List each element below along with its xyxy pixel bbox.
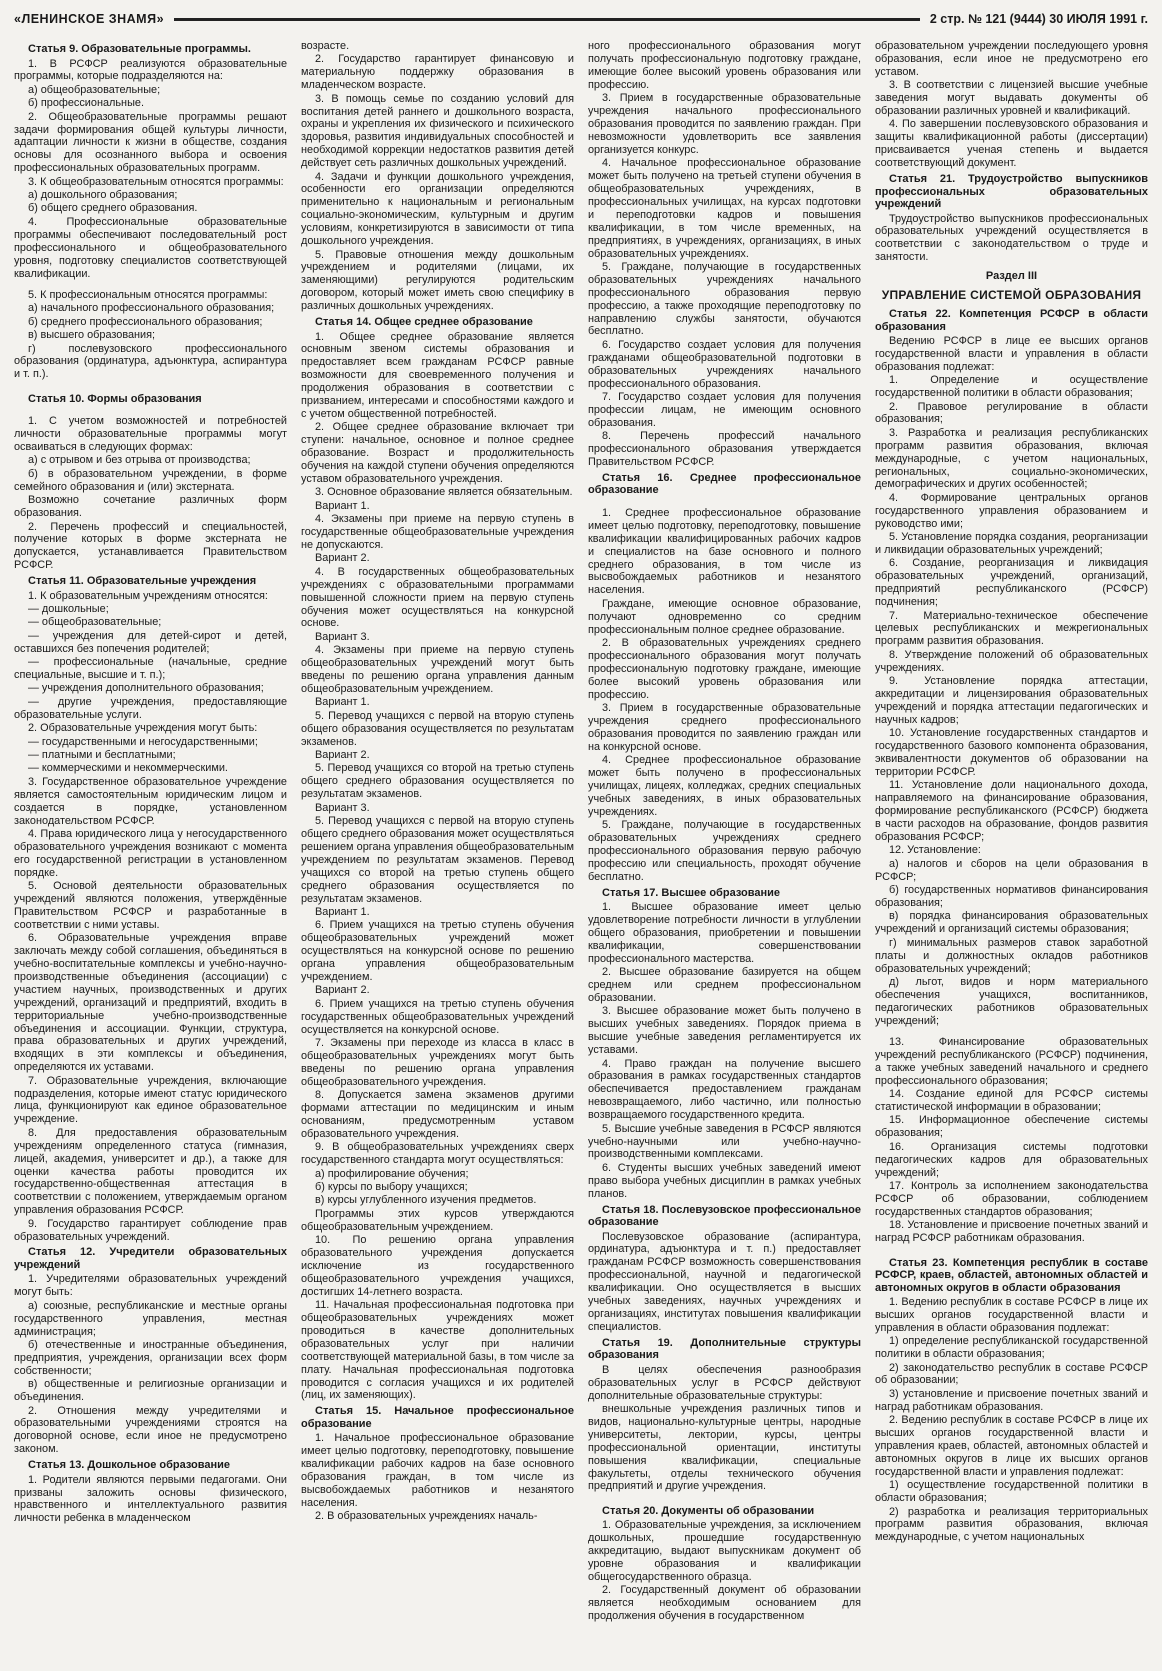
section-label: Раздел III	[985, 270, 1038, 283]
paragraph: 4. Начальное профессиональное образование может быть получено на третьей ступени обучения в общеобразовательных учреждениях, в профессиональных училищах, на курсах подготовки и переподготовки кадров и повышения квалификации, в том числе временных, на предприятиях, в учреждениях, организациях, в иных образовательных учреждениях.	[588, 157, 861, 260]
paragraph: б) профессиональные.	[28, 97, 144, 110]
paragraph: Ведению РСФСР в лице ее высших органов государственной власти и управления в области образования подлежат:	[875, 335, 1148, 373]
paragraph: г) минимальных размеров ставок заработной платы и должностных окладов работников образовательных учреждений;	[875, 936, 1148, 975]
paragraph: возрасте.	[301, 40, 350, 52]
paragraph: внешкольные учреждения различных типов и видов, национально-культурные центры, народные университеты, лектории, курсы, центры профессиональной ориентации, институты повышения квалификации, специальные факультеты, отделы технического обучения предприятий и другие учреждения.	[588, 1403, 861, 1493]
column-4	[875, 40, 1148, 1666]
paragraph: 7. Государство создает условия для получения профессии лицам, не имеющим основного образования.	[588, 390, 861, 429]
paragraph: 3. Прием в государственные образовательные учреждения начального профессионального образования проводится по заявлению граждан. При невозможности удовлетворить все заявления организуется конкурс.	[588, 92, 861, 156]
paragraph: 5. К профессиональным относятся программы:	[28, 288, 268, 301]
paragraph: 16. Организация системы подготовки педагогических кадров для образовательных учреждений;	[875, 1140, 1148, 1179]
paragraph: — общеобразовательные;	[28, 616, 162, 629]
paragraph: в) курсы углубленного изучения предметов.	[315, 1194, 537, 1207]
article-heading-10: Статья 10. Формы образования	[28, 392, 202, 405]
paragraph: 1. Среднее профессиональное образование имеет целью подготовку, переподготовку, повышение квалификации квалифицированных рабочих кадров и специалистов на базе основного и полного среднего образования, в том числе из высвобождаемых работников и незанятого населения.	[588, 506, 861, 597]
paragraph: Программы этих курсов утверждаются общеобразовательным учреждением.	[301, 1207, 574, 1233]
paragraph: 4. По завершении послевузовского образования и защиты квалификационной работы (диссертации) присваивается ученая степень и выдается соответствующий документ.	[875, 118, 1148, 170]
paragraph: 7. Материально-техническое обеспечение целевых республиканских и межрегиональных программ развития образования.	[875, 609, 1148, 648]
paragraph: 2. Государственный документ об образовании является необходимым основанием для продолжения обучения в государственном	[588, 1584, 861, 1623]
paragraph: 10. По решению органа управления образовательного учреждения допускается исключение из государственного общеобразовательного учреждения учащихся, достигших 14-летнего возраста.	[301, 1234, 574, 1298]
paragraph: — учреждения дополнительного образования;	[28, 682, 264, 695]
column-1	[14, 40, 287, 1666]
paragraph: 2. Ведению республик в составе РСФСР в лице их высших органов государственной власти и управления краев, областей, автономных областей и автономных округов в лице их высших органов государственной власти и управления подлежат:	[875, 1414, 1148, 1478]
paragraph: 5. Основой деятельности образовательных учреждений являются положения, утверждённые Правительством РСФСР и разработанные в соответствии с ними уставы.	[14, 880, 287, 931]
paragraph: 4. Среднее профессиональное образование может быть получено в профессиональных училищах, лицеях, колледжах, средних специальных учебных заведениях, в иных образовательных учреждениях.	[588, 754, 861, 818]
paragraph: 9. В общеобразовательных учреждениях сверх государственного стандарта могут осуществляться:	[301, 1141, 574, 1167]
paragraph: 1. В РСФСР реализуются образовательные программы, которые подразделяются на:	[14, 57, 287, 83]
paragraph: б) общего среднего образования.	[28, 202, 198, 215]
column-2	[301, 40, 574, 1666]
paragraph: 5. Граждане, получающие в государственных образовательных учреждениях среднего профессионального образования первую рабочую профессию или специальность, проходят обучение бесплатно.	[588, 819, 861, 883]
paragraph: 12. Установление:	[889, 844, 981, 857]
article-heading-13: Статья 13. Дошкольное образование	[28, 1459, 231, 1472]
article-columns	[14, 40, 1148, 1666]
paragraph: 9. Государство гарантирует соблюдение прав образовательных учреждений.	[14, 1217, 287, 1243]
paragraph: 7. Экзамены при переходе из класса в класс в общеобразовательных учреждениях могут быть введены по решению органа управления общеобразовательного учреждения.	[301, 1036, 574, 1088]
paragraph: 4. Права юридического лица у негосударственного образовательного учреждения возникают с момента его государственной регистрации в установленном порядке.	[14, 827, 287, 879]
paragraph: б) государственных нормативов финансирования образования;	[875, 884, 1148, 909]
paragraph: 17. Контроль за исполнением законодательства РСФСР об образовании, соблюдением государственных стандартов образования;	[875, 1180, 1148, 1218]
paragraph: 1. Высшее образование имеет целью удовлетворение потребности личности в углублении общего образования, приобретении и повышении квалификации, совершенствовании профессионального мастерства.	[588, 901, 861, 965]
paragraph: 5. Правовые отношения между дошкольным учреждением и родителями (лицами, их заменяющими) регулируются родительским договором, который может иметь свою специфику в различных дошкольных учреждениях.	[301, 248, 574, 313]
paragraph: 9. Установление порядка аттестации, аккредитации и лицензирования образовательных учреждений и порядка аттестации педагогических и научных кадров;	[875, 675, 1148, 726]
paragraph: 2) законодательство республик в составе РСФСР об образовании;	[875, 1361, 1148, 1387]
paragraph: Вариант 1.	[315, 499, 370, 512]
paragraph: 1. Образовательные учреждения, за исключением дошкольных, прошедшие государственную аккредитацию, выдают выпускникам документ об уровне образования и квалификации общегосударственного образца.	[588, 1519, 861, 1583]
paragraph: 3) установление и присвоение почетных званий и наград работникам образования.	[875, 1387, 1148, 1413]
paragraph: 8. Для предоставления образовательным учреждениям определенного статуса (гимназия, лицей, академия, университет и др.), а также для оценки качества работы проводится их государственно-общественная аттестация в соответствии с положением, утверждаемым органом управления образования РСФСР.	[14, 1126, 287, 1217]
paragraph: 2. В образовательных учреждениях началь-	[315, 1510, 538, 1523]
paragraph: 1. Общее среднее образование является основным звеном системы образования и предоставляет всем гражданам РСФСР равные возможности для своевременного получения и продолжения образования в соответствии с призванием, интересами и способностями каждого и с учетом общественной потребностей.	[301, 330, 574, 420]
paragraph: Послевузовское образование (аспирантура, ординатура, адъюнктура и т. п.) предоставляет гражданам РСФСР возможность совершенствования профессиональной, научной и педагогической квалификации. Оно осуществляется в высших учебных заведениях, научных учреждениях и организациях, институтах повышения квалификации специалистов.	[588, 1230, 861, 1333]
paragraph: 4. Право граждан на получение высшего образования в рамках государственных стандартов обеспечивается предоставлением гражданам невозвращаемого, либо частично, или полностью возвращаемого государственного кредита.	[588, 1057, 861, 1122]
paragraph: — коммерческими и некоммерческими.	[28, 762, 228, 775]
paragraph: 2. Высшее образование базируется на общем среднем или среднем профессиональном образовании.	[588, 966, 861, 1005]
article-heading-19: Статья 19. Дополнительные структуры образования	[588, 1336, 861, 1362]
paragraph: 4. Экзамены при приеме на первую ступень в государственные общеобразовательные учреждения не допускаются.	[301, 513, 574, 552]
paragraph: в) высшего образования;	[28, 329, 156, 342]
newspaper-name: «ЛЕНИНСКОЕ ЗНАМЯ»	[14, 12, 165, 26]
issue-info: 2 стр. № 121 (9444) 30 ИЮЛЯ 1991 г.	[929, 12, 1148, 26]
paragraph: 18. Установление и присвоение почетных званий и наград РСФСР работникам образования.	[875, 1219, 1148, 1245]
paragraph: 11. Начальная профессиональная подготовка при общеобразовательных учреждениях может проводиться в качестве дополнительных образовательных услуг при наличии соответствующей материальной базы, в том числе за плату. Начальная профессиональная подготовка проводится с согласия учащихся и их родителей (лиц, их заменяющих).	[301, 1299, 574, 1402]
paragraph: 15. Информационное обеспечение системы образования;	[875, 1114, 1148, 1140]
paragraph: 6. Создание, реорганизация и ликвидация образовательных учреждений, организаций, предприятий республиканского (РСФСР) подчинения;	[875, 557, 1148, 609]
article-heading-22: Статья 22. Компетенция РСФСР в области образования	[875, 308, 1148, 333]
paragraph: — другие учреждения, предоставляющие образовательные услуги.	[14, 695, 287, 721]
paragraph: 6. Образовательные учреждения вправе заключать между собой соглашения, объединяться в учебно-воспитательные комплексы и учебно-научно-производственные объединения (ассоциации) с участием научных, производственных и других учреждений, организаций и предприятий, входить в территориальные учебно-производственные объединения и ассоциации. Функции, структура, права образовательных и других учреждений, входящих в эти комплексы и объединения, определяются их уставами.	[14, 932, 287, 1074]
paragraph: а) начального профессионального образования;	[28, 302, 275, 315]
paragraph: — профессиональные (начальные, средние специальные, высшие и т. п.);	[14, 656, 287, 682]
paragraph: Вариант 2.	[315, 984, 370, 997]
paragraph: 1. Ведению республик в составе РСФСР в лице их высших органов государственной власти и управления в области образования подлежат:	[875, 1296, 1148, 1334]
paragraph: 1. С учетом возможностей и потребностей личности образовательные программы могут осваиваться в следующих формах:	[14, 415, 287, 454]
paragraph: 8. Допускается замена экзаменов другими формами аттестации по медицинским и иным основаниям, предусмотренным уставом образовательного учреждения.	[301, 1089, 574, 1140]
paragraph: 3. В помощь семье по созданию условий для воспитания детей раннего и дошкольного возраста, охраны и укрепления их физического и психического здоровья, развития индивидуальных способностей и необходимой коррекции недостатков развития детей действует сеть различных дошкольных учреждений.	[301, 92, 574, 170]
paragraph: 1. Учредителями образовательных учреждений могут быть:	[14, 1273, 287, 1299]
paragraph: 5. Перевод учащихся со второй на третью ступень общего среднего образования осуществляется по результатам экзаменов.	[301, 762, 574, 801]
paragraph: б) курсы по выбору учащихся;	[315, 1180, 468, 1193]
paragraph: 1. Родители являются первыми педагогами. Они призваны заложить основы физического, нравственного и интеллектуального развития личности ребенка в младенческом	[14, 1473, 287, 1525]
section-title: УПРАВЛЕНИЕ СИСТЕМОЙ ОБРАЗОВАНИЯ	[881, 288, 1142, 303]
paragraph: — платными и бесплатными;	[28, 749, 176, 761]
paragraph: 5. Перевод учащихся с первой на вторую ступень общего среднего образования может осуществляться решением органа управления общеобразовательным учреждением по результатам экзаменов. Перевод учащихся со второй на третью ступень общего среднего образования осуществляется по результатам экзаменов.	[301, 815, 574, 905]
article-heading-20: Статья 20. Документы об образовании	[602, 1504, 815, 1517]
paragraph: 2. Общее среднее образование включает три ступени: начальное, основное и полное среднее образование. Возраст и продолжительность обучения на каждой ступени обучения определяются уставом образовательного учреждения.	[301, 421, 574, 485]
column-3	[588, 40, 861, 1666]
paragraph: Вариант 1.	[315, 905, 370, 918]
paragraph: 6. Студенты высших учебных заведений имеют право выбора учебных дисциплин в рамках учебных планов.	[588, 1161, 861, 1200]
paragraph: а) общеобразовательные;	[28, 83, 161, 96]
paragraph: в) общественные и религиозные организации и объединения.	[14, 1378, 287, 1404]
paragraph: 14. Создание единой для РСФСР системы статистической информации в образовании;	[875, 1088, 1148, 1114]
paragraph: 1. Определение и осуществление государственной политики в области образования;	[875, 374, 1148, 400]
article-heading-16: Статья 16. Среднее профессиональное образование	[588, 471, 861, 497]
paragraph: 1. К образовательным учреждениям относятся:	[28, 589, 268, 602]
paragraph: 6. Прием учащихся на третью ступень обучения государственных общеобразовательных учреждений осуществляется на конкурсной основе.	[301, 997, 574, 1036]
paragraph: б) в образовательном учреждении, в форме семейного образования и (или) экстерната.	[14, 467, 287, 493]
article-heading-11: Статья 11. Образовательные учреждения	[28, 575, 257, 588]
paragraph: 3. Государственное образовательное учреждение является самостоятельным юридическим лицом и создается в порядке, установленном законодательством РСФСР.	[14, 775, 287, 827]
paragraph: Вариант 1.	[315, 696, 370, 709]
paragraph: а) дошкольного образования;	[28, 189, 178, 202]
paragraph: 4. Экзамены при приеме на первую ступень общеобразовательных учреждений могут быть введены по решению органа управления данным общеобразовательным учреждением.	[301, 644, 574, 695]
paragraph: а) с отрывом и без отрыва от производства;	[28, 454, 251, 467]
paragraph: 4. Профессиональные образовательные программы обеспечивают последовательный рост профессионального и общеобразовательного уровня, подготовку специалистов соответствующей квалификации.	[14, 215, 287, 280]
paragraph: — дошкольные;	[28, 603, 109, 616]
paragraph: д) льгот, видов и норм материального обеспечения учащихся, воспитанников, педагогических работников образовательных учреждений;	[875, 975, 1148, 1027]
paragraph: 3. Основное образование является обязательным.	[315, 486, 573, 499]
article-heading-15: Статья 15. Начальное профессиональное образование	[301, 1405, 574, 1430]
paragraph: — государственными и негосударственными;	[28, 735, 258, 748]
paragraph: 1) осуществление государственной политики в области образования;	[875, 1479, 1148, 1505]
paragraph: — учреждения для детей-сирот и детей, оставшихся без попечения родителей;	[14, 629, 287, 655]
paragraph: 2. Перечень профессий и специальностей, получение которых в форме экстерната не допускается, устанавливается Правительством РСФСР.	[14, 520, 287, 572]
paragraph: ного профессионального образования могут получать профессиональную подготовку граждане, имеющие более высокий уровень образования или профессию.	[588, 40, 861, 91]
article-heading-17: Статья 17. Высшее образование	[602, 886, 780, 899]
paragraph: 13. Финансирование образовательных учреждений республиканского (РСФСР) подчинения, а также учебных заведений начального и среднего профессионального образования;	[875, 1036, 1148, 1087]
article-heading-9: Статья 9. Образовательные программы.	[28, 43, 251, 55]
paragraph: 8. Перечень профессий начального профессионального образования утверждается Правительством РСФСР.	[588, 430, 861, 468]
paragraph: 2) разработка и реализация территориальных программ развития образования, включая международные, с учетом национальных	[875, 1505, 1148, 1544]
article-heading-23: Статья 23. Компетенция республик в составе РСФСР, краев, областей, автономных областей и автономных округов в области образования	[875, 1256, 1148, 1294]
paragraph: а) налогов и сборов на цели образования в РСФСР;	[875, 857, 1148, 883]
paragraph: 3. Разработка и реализация республиканских программ развития образования, включая международные, с учетом национальных, региональных, социально-экономических, демографических и других особенностей;	[875, 426, 1148, 491]
paragraph: 5. Установление порядка создания, реорганизации и ликвидации образовательных учреждений;	[875, 531, 1148, 556]
paragraph: 3. К общеобразовательным относятся программы:	[28, 175, 284, 188]
paragraph: 2. Отношения между учредителями и образовательными учреждениями строятся на договорной основе, если иное не предусмотрено законом.	[14, 1404, 287, 1456]
article-heading-12: Статья 12. Учредители образовательных учреждений	[14, 1246, 287, 1271]
paragraph: Трудоустройство выпускников профессиональных образовательных учреждений осуществляется в соответствии с законодательством о труде и занятости.	[875, 212, 1148, 264]
masthead	[14, 10, 1148, 28]
paragraph: 8. Утверждение положений об образовательных учреждениях.	[875, 648, 1148, 674]
article-heading-18: Статья 18. Послевузовское профессиональное образование	[588, 1203, 861, 1229]
paragraph: 3. В соответствии с лицензией высшие учебные заведения могут выдавать документы об образовании различных уровней и квалификаций.	[875, 79, 1148, 118]
paragraph: Граждане, имеющие основное образование, получают одновременно со средним профессиональным полное среднее образование.	[588, 597, 861, 636]
paragraph: 1. Начальное профессиональное образование имеет целью подготовку, переподготовку, повышение квалификации рабочих кадров на базе основного образования граждан, в том числе из высвобождаемых работников и незанятого населения.	[301, 1432, 574, 1509]
paragraph: 1) определение республиканской государственной политики в области образования;	[875, 1335, 1148, 1361]
article-heading-21: Статья 21. Трудоустройство выпускников профессиональных образовательных учреждений	[875, 173, 1148, 211]
paragraph: 2. В образовательных учреждениях среднего профессионального образования могут получать профессиональную подготовку граждане, имеющие более высокий уровень образования или профессию.	[588, 636, 861, 701]
paragraph: Вариант 3.	[315, 801, 370, 814]
paragraph: а) профилирование обучения;	[315, 1167, 469, 1180]
paragraph: 4. Формирование центральных органов государственного управления образованием и руководство ими;	[875, 491, 1148, 530]
paragraph: 3. Прием в государственные образовательные учреждения среднего профессионального образования проводится по заявлению граждан или на конкурсной основе.	[588, 702, 861, 753]
paragraph: 4. В государственных общеобразовательных учреждениях с образовательными программами повышенной сложности прием на первую ступень обучения может осуществляться на конкурсной основе.	[301, 565, 574, 630]
paragraph: 5. Высшие учебные заведения в РСФСР являются учебно-научными или учебно-научно-производственными комплексами.	[588, 1122, 861, 1161]
article-heading-14: Статья 14. Общее среднее образование	[315, 316, 533, 329]
paragraph: г) послевузовского профессионального образования (ординатура, адъюнктура, аспирантура и т. п.).	[14, 342, 287, 381]
paragraph: б) среднего профессионального образования;	[28, 315, 263, 328]
paragraph: Вариант 3.	[315, 630, 370, 643]
paragraph: 5. Перевод учащихся с первой на вторую ступень общего образования осуществляется по результатам экзаменов.	[301, 709, 574, 748]
paragraph: 7. Образовательные учреждения, включающие подразделения, которые имеют статус юридического лица, функционируют как единое образовательное учреждение.	[14, 1074, 287, 1126]
masthead-rule	[174, 18, 920, 21]
paragraph: в) порядка финансирования образовательных учреждений и организаций системы образования;	[875, 910, 1148, 936]
paragraph: 2. Государство гарантирует финансовую и материальную поддержку образования в младенческом возрасте.	[301, 53, 574, 92]
paragraph: образовательном учреждении последующего уровня образования, если иное не предусмотрено его уставом.	[875, 40, 1148, 78]
paragraph: 2. Правовое регулирование в области образования;	[875, 400, 1148, 426]
paragraph: Вариант 2.	[315, 749, 370, 762]
paragraph: а) союзные, республиканские и местные органы государственного управления, местная администрация;	[14, 1299, 287, 1338]
paragraph: 4. Задачи и функции дошкольного учреждения, особенности его организации определяются применительно к национальным и региональным социально-экономическим, культурным и другим условиям, конкретизируются в зависимости от типа дошкольного учреждения.	[301, 170, 574, 248]
paragraph: 6. Государство создает условия для получения гражданами общеобразовательной подготовки в образовательных учреждениях начального профессионального образования.	[588, 338, 861, 390]
paragraph: 6. Прием учащихся на третью ступень обучения общеобразовательных учреждений может осуществляться на конкурсной основе по решению органа управления общеобразовательным учреждением.	[301, 919, 574, 983]
paragraph: 3. Высшее образование может быть получено в высших учебных заведениях. Порядок приема в высшие учебные заведения регламентируется их уставами.	[588, 1005, 861, 1057]
paragraph: В целях обеспечения разнообразия образовательных услуг в РСФСР действуют дополнительные образовательные структуры:	[588, 1363, 861, 1402]
paragraph: 2. Образовательные учреждения могут быть:	[28, 722, 258, 735]
paragraph: 11. Установление доли национального дохода, направляемого на финансирование образования, формирование республиканского (РСФСР) бюджета в части расходов на образование, фондов развития образования РСФСР;	[875, 779, 1148, 843]
paragraph: Вариант 2.	[315, 552, 370, 565]
paragraph: б) отечественные и иностранные объединения, предприятия, учреждения, организации всех форм собственности;	[14, 1338, 287, 1377]
paragraph: 10. Установление государственных стандартов и государственного базового компонента образования, эквивалентности документов об образовании на территории РСФСР.	[875, 727, 1148, 778]
paragraph: 2. Общеобразовательные программы решают задачи формирования общей культуры личности, адаптации личности к жизни в обществе, создания основы для осознанного выбора и освоения профессиональных образовательных программ.	[14, 110, 287, 175]
paragraph: Возможно сочетание различных форм образования.	[14, 494, 287, 520]
paragraph: 5. Граждане, получающие в государственных образовательных учреждениях начального профессионального образования первую профессию, а также проходящие переподготовку по направлению службы занятости, обучаются бесплатно.	[588, 260, 861, 338]
